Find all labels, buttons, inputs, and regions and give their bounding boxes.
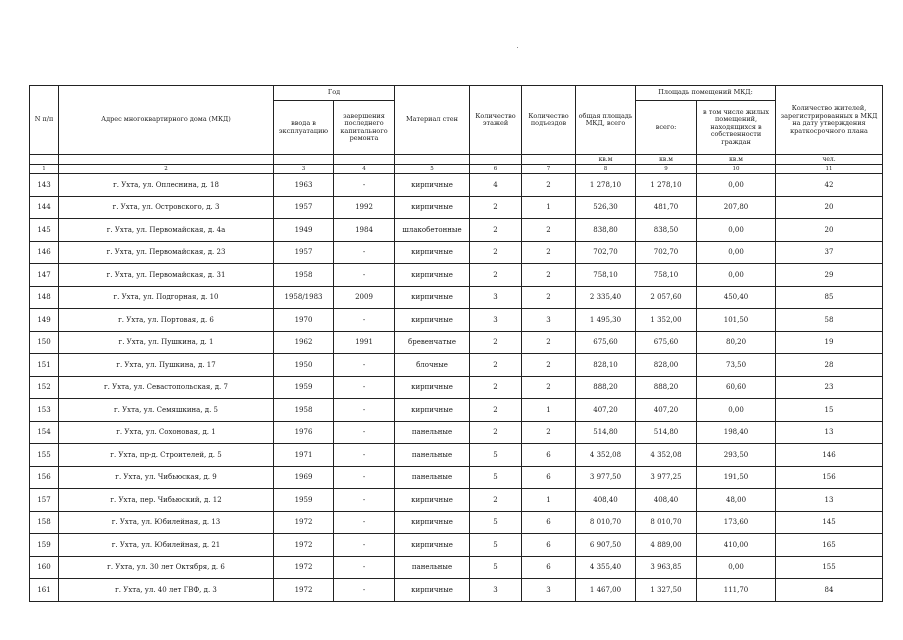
cell-total-area: 1 278,10 bbox=[576, 174, 636, 197]
column-number: 11 bbox=[776, 165, 883, 174]
cell-address: г. Ухта, пр-д. Строителей, д. 5 bbox=[59, 444, 274, 467]
cell-premises-total: 702,70 bbox=[636, 241, 697, 264]
cell-residents: 165 bbox=[776, 534, 883, 557]
cell-total-area: 758,10 bbox=[576, 264, 636, 287]
cell-address: г. Ухта, ул. Сохоновая, д. 1 bbox=[59, 421, 274, 444]
cell-floors: 5 bbox=[470, 466, 522, 489]
cell-entrances: 2 bbox=[522, 241, 576, 264]
cell-entrances: 3 bbox=[522, 309, 576, 332]
cell-material: панельные bbox=[395, 421, 470, 444]
cell-year: 1957 bbox=[274, 196, 334, 219]
cell-premises-total: 514,80 bbox=[636, 421, 697, 444]
cell-residents: 15 bbox=[776, 399, 883, 422]
cell-premises-total: 8 010,70 bbox=[636, 511, 697, 534]
column-number: 1 bbox=[30, 165, 59, 174]
cell-entrances: 1 bbox=[522, 196, 576, 219]
table-row bbox=[30, 489, 883, 512]
units-cell bbox=[522, 155, 576, 165]
header-premises-private: в том числе жилых помещений, находящихся в собственности граждан bbox=[697, 101, 776, 155]
cell-entrances: 2 bbox=[522, 376, 576, 399]
cell-floors: 5 bbox=[470, 511, 522, 534]
cell-entrances: 6 bbox=[522, 466, 576, 489]
cell-repair: - bbox=[334, 399, 395, 422]
cell-repair: - bbox=[334, 376, 395, 399]
cell-floors: 2 bbox=[470, 399, 522, 422]
cell-total-area: 1 467,00 bbox=[576, 579, 636, 602]
cell-material: кирпичные bbox=[395, 376, 470, 399]
cell-address: г. Ухта, ул. Пушкина, д. 1 bbox=[59, 331, 274, 354]
cell-year: 1949 bbox=[274, 219, 334, 242]
cell-repair: - bbox=[334, 241, 395, 264]
cell-repair: - bbox=[334, 309, 395, 332]
table-header bbox=[30, 86, 883, 174]
cell-n: 147 bbox=[30, 264, 59, 287]
cell-entrances: 2 bbox=[522, 421, 576, 444]
header-year-repair: завершения последнего капитального ремонта bbox=[334, 101, 395, 155]
mkd-table bbox=[29, 85, 883, 602]
cell-material: кирпичные bbox=[395, 286, 470, 309]
cell-year: 1958/1983 bbox=[274, 286, 334, 309]
cell-residents: 155 bbox=[776, 556, 883, 579]
cell-residents: 85 bbox=[776, 286, 883, 309]
cell-year: 1962 bbox=[274, 331, 334, 354]
column-number: 2 bbox=[59, 165, 274, 174]
cell-premises-private: 48,00 bbox=[697, 489, 776, 512]
cell-premises-total: 4 352,08 bbox=[636, 444, 697, 467]
units-cell bbox=[274, 155, 334, 165]
units-cell bbox=[30, 155, 59, 165]
cell-n: 153 bbox=[30, 399, 59, 422]
header-residents: Количество жителей, зарегистрированных в МКД на дату утверждения краткосрочного плана bbox=[776, 86, 883, 155]
cell-premises-private: 101,50 bbox=[697, 309, 776, 332]
table-row bbox=[30, 286, 883, 309]
cell-premises-private: 80,20 bbox=[697, 331, 776, 354]
cell-repair: - bbox=[334, 534, 395, 557]
cell-material: панельные bbox=[395, 444, 470, 467]
cell-premises-total: 1 352,00 bbox=[636, 309, 697, 332]
cell-repair: - bbox=[334, 466, 395, 489]
cell-year: 1972 bbox=[274, 511, 334, 534]
cell-premises-total: 828,00 bbox=[636, 354, 697, 377]
cell-repair: 1991 bbox=[334, 331, 395, 354]
header-premises-total: всего: bbox=[636, 101, 697, 155]
cell-premises-private: 111,70 bbox=[697, 579, 776, 602]
cell-premises-private: 207,80 bbox=[697, 196, 776, 219]
cell-year: 1972 bbox=[274, 534, 334, 557]
table-row bbox=[30, 331, 883, 354]
cell-total-area: 8 010,70 bbox=[576, 511, 636, 534]
cell-repair: 1984 bbox=[334, 219, 395, 242]
scan-speck bbox=[517, 47, 518, 48]
cell-total-area: 526,30 bbox=[576, 196, 636, 219]
cell-residents: 23 bbox=[776, 376, 883, 399]
table-row bbox=[30, 444, 883, 467]
unit-premises-total: кв.м bbox=[636, 155, 697, 165]
cell-entrances: 2 bbox=[522, 219, 576, 242]
cell-floors: 3 bbox=[470, 579, 522, 602]
cell-floors: 2 bbox=[470, 219, 522, 242]
header-entrances: Количество подъездов bbox=[522, 86, 576, 155]
cell-material: шлакобетонные bbox=[395, 219, 470, 242]
cell-year: 1969 bbox=[274, 466, 334, 489]
cell-residents: 19 bbox=[776, 331, 883, 354]
cell-n: 155 bbox=[30, 444, 59, 467]
cell-premises-total: 888,20 bbox=[636, 376, 697, 399]
cell-address: г. Ухта, ул. 40 лет ГВФ, д. 3 bbox=[59, 579, 274, 602]
table-row bbox=[30, 219, 883, 242]
cell-premises-private: 0,00 bbox=[697, 399, 776, 422]
cell-floors: 2 bbox=[470, 421, 522, 444]
column-number: 3 bbox=[274, 165, 334, 174]
cell-year: 1972 bbox=[274, 579, 334, 602]
cell-premises-total: 2 057,60 bbox=[636, 286, 697, 309]
cell-entrances: 2 bbox=[522, 264, 576, 287]
cell-n: 158 bbox=[30, 511, 59, 534]
cell-premises-private: 293,50 bbox=[697, 444, 776, 467]
cell-address: г. Ухта, ул. Чибьюская, д. 9 bbox=[59, 466, 274, 489]
cell-entrances: 3 bbox=[522, 579, 576, 602]
cell-material: кирпичные bbox=[395, 241, 470, 264]
cell-n: 157 bbox=[30, 489, 59, 512]
cell-n: 161 bbox=[30, 579, 59, 602]
cell-material: панельные bbox=[395, 466, 470, 489]
table-row bbox=[30, 196, 883, 219]
cell-premises-total: 675,60 bbox=[636, 331, 697, 354]
cell-n: 144 bbox=[30, 196, 59, 219]
cell-entrances: 6 bbox=[522, 534, 576, 557]
cell-residents: 29 bbox=[776, 264, 883, 287]
cell-material: кирпичные bbox=[395, 534, 470, 557]
cell-year: 1963 bbox=[274, 174, 334, 197]
table-row bbox=[30, 556, 883, 579]
column-number: 10 bbox=[697, 165, 776, 174]
cell-material: кирпичные bbox=[395, 579, 470, 602]
cell-year: 1958 bbox=[274, 399, 334, 422]
cell-premises-total: 481,70 bbox=[636, 196, 697, 219]
cell-year: 1972 bbox=[274, 556, 334, 579]
cell-entrances: 1 bbox=[522, 489, 576, 512]
cell-residents: 84 bbox=[776, 579, 883, 602]
cell-repair: - bbox=[334, 354, 395, 377]
table-row bbox=[30, 466, 883, 489]
cell-entrances: 2 bbox=[522, 174, 576, 197]
column-number: 7 bbox=[522, 165, 576, 174]
cell-premises-total: 758,10 bbox=[636, 264, 697, 287]
cell-total-area: 888,20 bbox=[576, 376, 636, 399]
cell-total-area: 4 355,40 bbox=[576, 556, 636, 579]
table-row bbox=[30, 579, 883, 602]
cell-n: 152 bbox=[30, 376, 59, 399]
cell-n: 148 bbox=[30, 286, 59, 309]
cell-address: г. Ухта, ул. Первомайская, д. 23 bbox=[59, 241, 274, 264]
cell-repair: - bbox=[334, 556, 395, 579]
units-cell bbox=[395, 155, 470, 165]
column-number: 5 bbox=[395, 165, 470, 174]
cell-n: 156 bbox=[30, 466, 59, 489]
cell-total-area: 3 977,50 bbox=[576, 466, 636, 489]
cell-premises-total: 4 889,00 bbox=[636, 534, 697, 557]
column-number: 6 bbox=[470, 165, 522, 174]
cell-premises-private: 410,00 bbox=[697, 534, 776, 557]
column-number: 9 bbox=[636, 165, 697, 174]
cell-repair: - bbox=[334, 174, 395, 197]
cell-premises-private: 450,40 bbox=[697, 286, 776, 309]
cell-material: кирпичные bbox=[395, 174, 470, 197]
cell-residents: 42 bbox=[776, 174, 883, 197]
cell-premises-private: 0,00 bbox=[697, 174, 776, 197]
cell-material: бревенчатые bbox=[395, 331, 470, 354]
cell-n: 159 bbox=[30, 534, 59, 557]
cell-premises-private: 0,00 bbox=[697, 219, 776, 242]
header-n: N п/п bbox=[30, 86, 59, 155]
cell-repair: - bbox=[334, 421, 395, 444]
cell-address: г. Ухта, пер. Чибьюский, д. 12 bbox=[59, 489, 274, 512]
cell-entrances: 1 bbox=[522, 399, 576, 422]
table-row bbox=[30, 309, 883, 332]
unit-total-area: кв.м bbox=[576, 155, 636, 165]
cell-premises-private: 173,60 bbox=[697, 511, 776, 534]
cell-address: г. Ухта, ул. Юбилейная, д. 21 bbox=[59, 534, 274, 557]
cell-address: г. Ухта, ул. Семяшкина, д. 5 bbox=[59, 399, 274, 422]
cell-residents: 37 bbox=[776, 241, 883, 264]
table-row bbox=[30, 421, 883, 444]
cell-n: 154 bbox=[30, 421, 59, 444]
header-address: Адрес многоквартирного дома (МКД) bbox=[59, 86, 274, 155]
header-floors: Количество этажей bbox=[470, 86, 522, 155]
cell-floors: 5 bbox=[470, 444, 522, 467]
cell-premises-total: 3 963,85 bbox=[636, 556, 697, 579]
cell-n: 151 bbox=[30, 354, 59, 377]
cell-residents: 20 bbox=[776, 196, 883, 219]
cell-premises-private: 191,50 bbox=[697, 466, 776, 489]
cell-repair: 2009 bbox=[334, 286, 395, 309]
cell-year: 1970 bbox=[274, 309, 334, 332]
cell-total-area: 2 335,40 bbox=[576, 286, 636, 309]
cell-floors: 3 bbox=[470, 286, 522, 309]
cell-total-area: 828,10 bbox=[576, 354, 636, 377]
cell-material: кирпичные bbox=[395, 489, 470, 512]
cell-address: г. Ухта, ул. Юбилейная, д. 13 bbox=[59, 511, 274, 534]
table-row bbox=[30, 354, 883, 377]
cell-residents: 58 bbox=[776, 309, 883, 332]
cell-floors: 3 bbox=[470, 309, 522, 332]
cell-repair: - bbox=[334, 579, 395, 602]
cell-address: г. Ухта, ул. Оплеснина, д. 18 bbox=[59, 174, 274, 197]
cell-material: кирпичные bbox=[395, 511, 470, 534]
unit-residents: чел. bbox=[776, 155, 883, 165]
cell-n: 150 bbox=[30, 331, 59, 354]
column-number: 8 bbox=[576, 165, 636, 174]
cell-address: г. Ухта, ул. 30 лет Октября, д. 6 bbox=[59, 556, 274, 579]
cell-address: г. Ухта, ул. Севастопольская, д. 7 bbox=[59, 376, 274, 399]
cell-floors: 2 bbox=[470, 196, 522, 219]
cell-n: 143 bbox=[30, 174, 59, 197]
cell-premises-total: 838,50 bbox=[636, 219, 697, 242]
cell-residents: 20 bbox=[776, 219, 883, 242]
cell-premises-private: 60,60 bbox=[697, 376, 776, 399]
column-numbers-row bbox=[30, 165, 883, 174]
cell-entrances: 6 bbox=[522, 444, 576, 467]
cell-residents: 145 bbox=[776, 511, 883, 534]
cell-premises-private: 0,00 bbox=[697, 241, 776, 264]
cell-n: 145 bbox=[30, 219, 59, 242]
cell-floors: 2 bbox=[470, 376, 522, 399]
cell-total-area: 675,60 bbox=[576, 331, 636, 354]
cell-premises-total: 407,20 bbox=[636, 399, 697, 422]
cell-total-area: 702,70 bbox=[576, 241, 636, 264]
cell-total-area: 1 495,30 bbox=[576, 309, 636, 332]
cell-n: 146 bbox=[30, 241, 59, 264]
cell-total-area: 514,80 bbox=[576, 421, 636, 444]
cell-repair: - bbox=[334, 489, 395, 512]
cell-floors: 5 bbox=[470, 556, 522, 579]
cell-year: 1957 bbox=[274, 241, 334, 264]
cell-premises-total: 408,40 bbox=[636, 489, 697, 512]
cell-address: г. Ухта, ул. Портовая, д. 6 bbox=[59, 309, 274, 332]
cell-residents: 28 bbox=[776, 354, 883, 377]
cell-address: г. Ухта, ул. Подгорная, д. 10 bbox=[59, 286, 274, 309]
table-row bbox=[30, 534, 883, 557]
units-cell bbox=[334, 155, 395, 165]
cell-year: 1976 bbox=[274, 421, 334, 444]
cell-material: кирпичные bbox=[395, 264, 470, 287]
cell-entrances: 2 bbox=[522, 286, 576, 309]
cell-floors: 2 bbox=[470, 489, 522, 512]
cell-address: г. Ухта, ул. Островского, д. 3 bbox=[59, 196, 274, 219]
header-total-area: общая площадь МКД, всего bbox=[576, 86, 636, 155]
cell-repair: 1992 bbox=[334, 196, 395, 219]
cell-total-area: 838,80 bbox=[576, 219, 636, 242]
cell-repair: - bbox=[334, 264, 395, 287]
units-cell bbox=[59, 155, 274, 165]
table-row bbox=[30, 174, 883, 197]
cell-floors: 2 bbox=[470, 241, 522, 264]
cell-year: 1959 bbox=[274, 376, 334, 399]
cell-total-area: 407,20 bbox=[576, 399, 636, 422]
cell-address: г. Ухта, ул. Первомайская, д. 31 bbox=[59, 264, 274, 287]
cell-material: кирпичные bbox=[395, 309, 470, 332]
cell-year: 1971 bbox=[274, 444, 334, 467]
column-number: 4 bbox=[334, 165, 395, 174]
cell-n: 160 bbox=[30, 556, 59, 579]
table-row bbox=[30, 511, 883, 534]
cell-year: 1950 bbox=[274, 354, 334, 377]
cell-n: 149 bbox=[30, 309, 59, 332]
cell-premises-private: 0,00 bbox=[697, 264, 776, 287]
units-cell bbox=[470, 155, 522, 165]
header-year-commission: ввода в эксплуатацию bbox=[274, 101, 334, 155]
cell-floors: 2 bbox=[470, 331, 522, 354]
cell-material: кирпичные bbox=[395, 399, 470, 422]
cell-premises-total: 1 327,50 bbox=[636, 579, 697, 602]
cell-entrances: 6 bbox=[522, 511, 576, 534]
cell-premises-private: 0,00 bbox=[697, 556, 776, 579]
table-body bbox=[30, 174, 883, 602]
cell-total-area: 408,40 bbox=[576, 489, 636, 512]
table-row bbox=[30, 264, 883, 287]
cell-residents: 13 bbox=[776, 421, 883, 444]
table-row bbox=[30, 399, 883, 422]
table-row bbox=[30, 376, 883, 399]
cell-repair: - bbox=[334, 444, 395, 467]
cell-floors: 5 bbox=[470, 534, 522, 557]
cell-premises-private: 198,40 bbox=[697, 421, 776, 444]
cell-floors: 2 bbox=[470, 264, 522, 287]
cell-residents: 146 bbox=[776, 444, 883, 467]
cell-premises-total: 3 977,25 bbox=[636, 466, 697, 489]
header-year-group: Год bbox=[274, 86, 395, 101]
cell-floors: 4 bbox=[470, 174, 522, 197]
cell-material: кирпичные bbox=[395, 196, 470, 219]
cell-material: панельные bbox=[395, 556, 470, 579]
header-wall-material: Материал стен bbox=[395, 86, 470, 155]
cell-total-area: 4 352,08 bbox=[576, 444, 636, 467]
cell-year: 1959 bbox=[274, 489, 334, 512]
cell-residents: 156 bbox=[776, 466, 883, 489]
cell-material: блочные bbox=[395, 354, 470, 377]
cell-premises-private: 73,50 bbox=[697, 354, 776, 377]
cell-premises-total: 1 278,10 bbox=[636, 174, 697, 197]
cell-entrances: 2 bbox=[522, 354, 576, 377]
cell-address: г. Ухта, ул. Первомайская, д. 4а bbox=[59, 219, 274, 242]
cell-floors: 2 bbox=[470, 354, 522, 377]
cell-entrances: 6 bbox=[522, 556, 576, 579]
cell-repair: - bbox=[334, 511, 395, 534]
cell-total-area: 6 907,50 bbox=[576, 534, 636, 557]
cell-entrances: 2 bbox=[522, 331, 576, 354]
unit-premises-private: кв.м bbox=[697, 155, 776, 165]
cell-address: г. Ухта, ул. Пушкина, д. 17 bbox=[59, 354, 274, 377]
cell-year: 1958 bbox=[274, 264, 334, 287]
cell-residents: 13 bbox=[776, 489, 883, 512]
header-premises-group: Площадь помещений МКД: bbox=[636, 86, 776, 101]
table-row bbox=[30, 241, 883, 264]
